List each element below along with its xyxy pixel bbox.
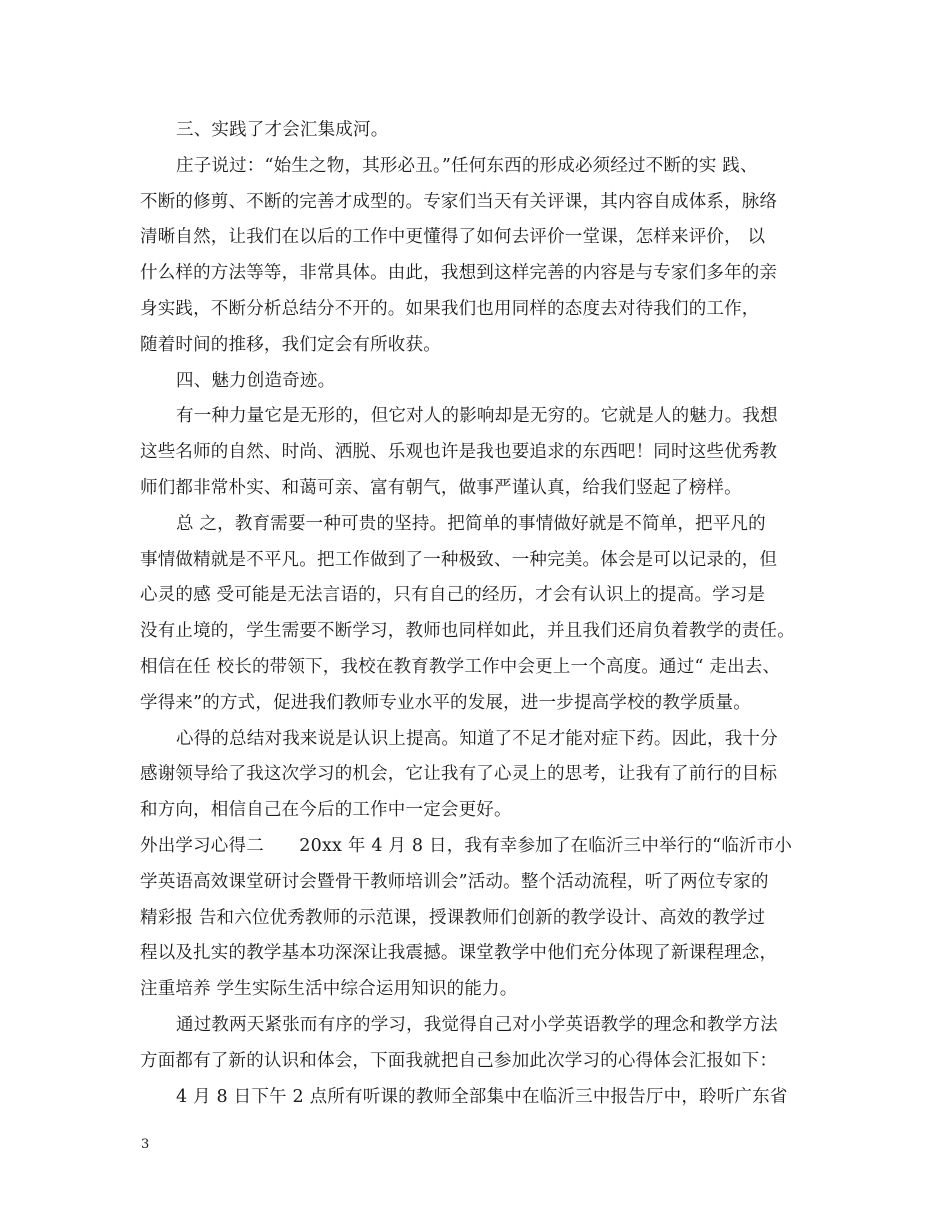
text-line: 清晰自然，让我们在以后的工作中更懂得了如何去评价一堂课，怎样来评价， 以 <box>140 227 766 248</box>
text-line: 学英语高效课堂研讨会暨骨干教师培训会”活动。整个活动流程，听了两位专家的 <box>140 871 769 892</box>
text-line: 注重培养 学生实际生活中综合运用知识的能力。 <box>140 979 518 1000</box>
text-line: 外出学习心得二 20xx 年 4 月 8 日，我有幸参加了在临沂三中举行的“临沂市小 <box>140 835 793 856</box>
text-line: 庄子说过：“始生之物，其形必丑。”任何东西的形成必须经过不断的实 践、 <box>176 155 758 176</box>
text-line: 和方向，相信自己在今后的工作中一定会更好。 <box>140 800 512 821</box>
text-line: 4 月 8 日下午 2 点所有听课的教师全部集中在临沂三中报告厅中，聆听广东省 <box>176 1086 788 1107</box>
text-line: 事情做精就是不平凡。把工作做到了一种极致、一种完美。体会是可以记录的，但 <box>140 549 778 570</box>
page-number: 3 <box>141 1137 150 1152</box>
text-line: 这些名师的自然、时尚、洒脱、乐观也许是我也要追求的东西吧！同时这些优秀教 <box>140 442 778 463</box>
text-line: 心灵的感 受可能是无法言语的，只有自己的经历，才会有认识上的提高。学习是 <box>140 585 766 606</box>
text-line: 方面都有了新的认识和体会，下面我就把自己参加此次学习的心得体会汇报如下： <box>140 1050 778 1071</box>
text-line: 师们都非常朴实、和蔼可亲、富有朝气，做事严谨认真，给我们竖起了榜样。 <box>140 477 742 498</box>
text-line: 四、魅力创造奇迹。 <box>176 370 336 391</box>
document-body <box>140 113 830 1115</box>
text-line: 没有止境的，学生需要不断学习，教师也同样如此，并且我们还肩负着教学的责任。 <box>140 621 795 642</box>
text-line: 三、实践了才会汇集成河。 <box>176 120 389 140</box>
text-line: 相信在任 校长的带领下，我校在教育教学工作中会更上一个高度。通过“ 走出去、 <box>140 656 781 677</box>
text-line: 不断的修剪、不断的完善才成型的。专家们当天有关评课，其内容自成体系，脉络 <box>140 191 778 212</box>
text-line: 心得的总结对我来说是认识上提高。知道了不足才能对症下药。因此，我十分 <box>176 728 778 749</box>
text-line: 身实践，不断分析总结分不开的。如果我们也用同样的态度去对待我们的工作， <box>140 298 760 319</box>
text-line: 学得来”的方式，促进我们教师专业水平的发展，进一步提高学校的教学质量。 <box>140 692 751 713</box>
text-line: 精彩报 告和六位优秀教师的示范课，授课教师们创新的教学设计、高效的教学过 <box>140 907 766 928</box>
text-line: 总 之，教育需要一种可贵的坚持。把简单的事情做好就是不简单，把平凡的 <box>176 513 766 534</box>
text-line: 有一种力量它是无形的，但它对人的影响却是无穷的。它就是人的魅力。我想 <box>176 406 778 427</box>
text-line: 随着时间的推移，我们定会有所收获。 <box>140 334 441 355</box>
text-line: 感谢领导给了我这次学习的机会，它让我有了心灵上的思考，让我有了前行的目标 <box>140 764 778 785</box>
text-line: 程以及扎实的教学基本功深深让我震撼。课堂教学中他们充分体现了新课程理念， <box>140 943 778 964</box>
text-line: 通过教两天紧张而有序的学习，我觉得自己对小学英语教学的理念和教学方法 <box>176 1014 778 1035</box>
text-line: 什么样的方法等等，非常具体。由此，我想到这样完善的内容是与专家们多年的亲 <box>140 263 778 284</box>
